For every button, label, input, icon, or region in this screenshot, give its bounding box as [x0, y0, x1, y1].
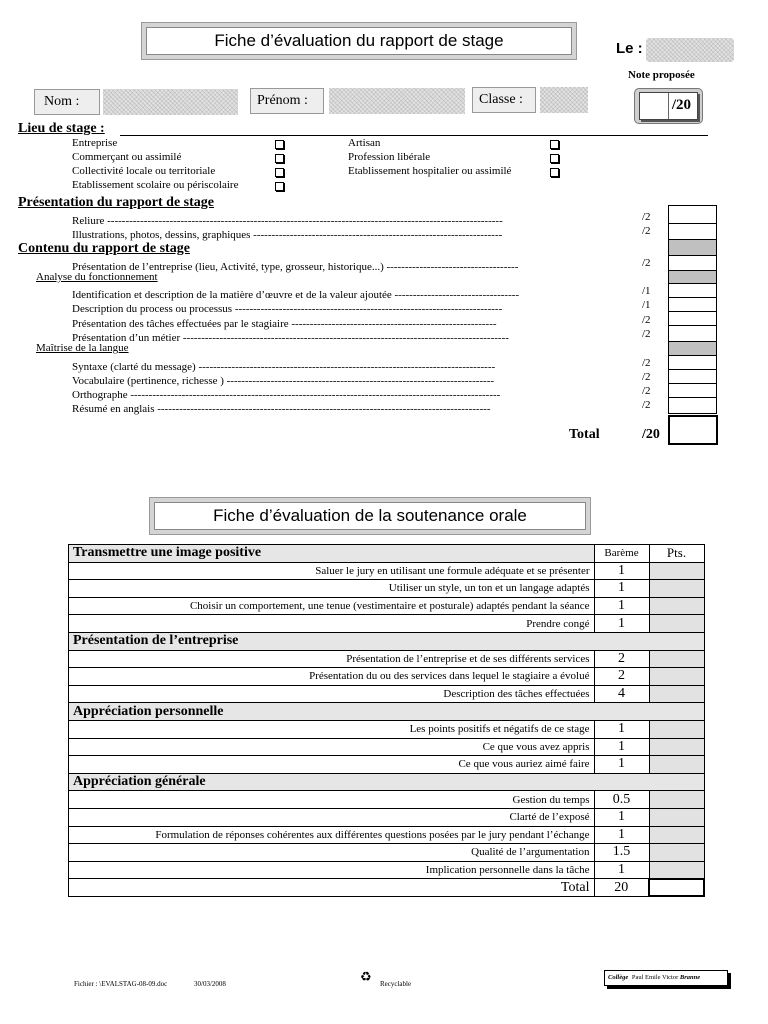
date-field	[612, 38, 734, 62]
bareme-value: 2	[594, 668, 649, 686]
report-title-banner	[141, 22, 577, 60]
lieu-option-label: Entreprise	[72, 137, 118, 149]
score-box-taches[interactable]	[668, 311, 717, 326]
checkbox-profession-liberale[interactable]	[550, 154, 559, 163]
points-cell[interactable]	[649, 597, 704, 615]
criterion-score: /2	[642, 357, 651, 369]
criterion-label: Résumé en anglais -------------------------------------------------------------------------------------------	[72, 403, 491, 415]
oral-total-value: 20	[594, 879, 649, 897]
bareme-header: Barème	[594, 545, 649, 563]
points-cell[interactable]	[649, 791, 704, 809]
criterion-label: Formulation de réponses cohérentes aux différentes questions posées par le jury pendant l’échange	[69, 826, 595, 844]
prenom-field	[250, 88, 468, 114]
criterion-label: Gestion du temps	[69, 791, 595, 809]
college-label: Collège	[608, 974, 629, 981]
points-cell[interactable]	[649, 720, 704, 738]
score-box-vocabulaire[interactable]	[668, 369, 717, 384]
section-title: Présentation de l’entreprise	[69, 632, 705, 650]
criterion-score: /2	[642, 225, 651, 237]
criterion-score: /2	[642, 399, 651, 411]
criterion-label: Identification et description de la matière d’œuvre et de la valeur ajoutée ----------------------------------	[72, 289, 520, 301]
score-box-illustrations[interactable]	[668, 223, 717, 240]
points-cell[interactable]	[649, 738, 704, 756]
score-box-presentation-entreprise[interactable]	[668, 255, 717, 271]
criterion-label: Description des tâches effectuées	[69, 685, 595, 703]
checkbox-artisan[interactable]	[550, 140, 559, 149]
bareme-value: 1	[594, 861, 649, 879]
bareme-value: 0.5	[594, 791, 649, 809]
note-value: /20	[671, 97, 691, 113]
criterion-label: Présentation de l’entreprise (lieu, Activité, type, grosseur, historique...) ------------------------------------	[72, 261, 519, 273]
lieu-option-label: Collectivité locale ou territoriale	[72, 165, 216, 177]
score-box-reliure[interactable]	[668, 205, 717, 224]
date-input[interactable]	[646, 38, 734, 62]
points-cell[interactable]	[649, 861, 704, 879]
bareme-value: 1	[594, 580, 649, 598]
points-cell[interactable]	[649, 826, 704, 844]
points-cell[interactable]	[649, 650, 704, 668]
subsection-title: Analyse du fonctionnement	[36, 271, 158, 283]
score-box-syntaxe[interactable]	[668, 355, 717, 370]
points-cell[interactable]	[649, 615, 704, 633]
score-box-resume-anglais[interactable]	[668, 397, 717, 414]
bareme-value: 1	[594, 562, 649, 580]
checkbox-commercant[interactable]	[275, 154, 284, 163]
checkbox-collectivite[interactable]	[275, 168, 284, 177]
criterion-label: Clarté de l’exposé	[69, 808, 595, 826]
checkbox-entreprise[interactable]	[275, 140, 284, 149]
report-total-score: /20	[642, 427, 660, 442]
classe-field	[472, 87, 590, 113]
criterion-label: Qualité de l’argumentation	[69, 844, 595, 862]
contenu-title: Contenu du rapport de stage	[18, 241, 190, 256]
bareme-value: 1	[594, 808, 649, 826]
bareme-value: 4	[594, 685, 649, 703]
points-cell[interactable]	[649, 844, 704, 862]
points-cell[interactable]	[649, 808, 704, 826]
recycle-icon: ♻	[360, 969, 372, 984]
oral-total-label: Total	[69, 879, 595, 897]
lieu-option-label: Etablissement scolaire ou périscolaire	[72, 179, 239, 191]
footer-date: 30/03/2008	[194, 980, 226, 988]
college-stamp	[604, 970, 728, 986]
lieu-underline	[120, 135, 708, 136]
nom-label: Nom :	[44, 94, 80, 109]
lieu-option-label: Etablissement hospitalier ou assimilé	[348, 165, 512, 177]
criterion-label: Présentation de l’entreprise et de ses différents services	[69, 650, 595, 668]
points-cell[interactable]	[649, 685, 704, 703]
section-title: Appréciation personnelle	[69, 703, 705, 721]
prenom-label: Prénom :	[257, 93, 308, 108]
criterion-score: /1	[642, 299, 651, 311]
recycle-label: Recyclable	[380, 980, 412, 988]
bareme-value: 1	[594, 615, 649, 633]
oral-total-box[interactable]	[649, 879, 704, 897]
oral-title-banner	[149, 497, 591, 535]
criterion-score: /2	[642, 328, 651, 340]
score-box-header	[668, 239, 717, 256]
footer-file: Fichier : \EVALSTAG-08-09.doc	[74, 980, 168, 988]
score-box-metier[interactable]	[668, 325, 717, 342]
note-box[interactable]	[634, 88, 703, 124]
criterion-score: /2	[642, 385, 651, 397]
college-name: Paul Emile Victor	[631, 974, 679, 981]
oral-evaluation-table	[68, 544, 705, 897]
points-cell[interactable]	[649, 562, 704, 580]
lieu-option-label: Profession libérale	[348, 151, 431, 163]
score-box-identification[interactable]	[668, 283, 717, 298]
bareme-value: 1.5	[594, 844, 649, 862]
section-title: Appréciation générale	[69, 773, 705, 791]
bareme-value: 1	[594, 826, 649, 844]
section-title: Transmettre une image positive	[69, 545, 595, 563]
bareme-value: 2	[594, 650, 649, 668]
lieu-option-label: Artisan	[348, 137, 381, 149]
report-title: Fiche d’évaluation du rapport de stage	[214, 31, 504, 50]
criterion-label: Saluer le jury en utilisant une formule adéquate et se présenter	[69, 562, 595, 580]
criterion-label: Illustrations, photos, dessins, graphiques --------------------------------------------------------------------	[72, 229, 503, 241]
points-cell[interactable]	[649, 756, 704, 774]
presentation-title: Présentation du rapport de stage	[18, 195, 214, 210]
lieu-title: Lieu de stage :	[18, 121, 105, 136]
pts-header: Pts.	[649, 545, 704, 563]
criterion-score: /2	[642, 314, 651, 326]
note-label: Note proposée	[628, 69, 695, 81]
criterion-label: Ce que vous auriez aimé faire	[69, 756, 595, 774]
bareme-value: 1	[594, 756, 649, 774]
criterion-label: Présentation des tâches effectuées par le stagiaire --------------------------------------------------------	[72, 318, 497, 330]
criterion-label: Utiliser un style, un ton et un langage adaptés	[69, 580, 595, 598]
report-total-box[interactable]	[668, 415, 718, 445]
criterion-score: /1	[642, 285, 651, 297]
criterion-label: Ce que vous avez appris	[69, 738, 595, 756]
score-box-orthographe[interactable]	[668, 383, 717, 398]
criterion-label: Syntaxe (clarté du message) ---------------------------------------------------------------------------------	[72, 361, 496, 373]
lieu-option-label: Commerçant ou assimilé	[72, 151, 182, 163]
criterion-score: /2	[642, 211, 651, 223]
criterion-label: Choisir un comportement, une tenue (vestimentaire et posturale) adaptés pendant la séance	[69, 597, 595, 615]
criterion-label: Description du process ou processus -------------------------------------------------------------------------	[72, 303, 503, 315]
nom-field	[34, 89, 238, 115]
criterion-label: Présentation du ou des services dans lequel le stagiaire a évolué	[69, 668, 595, 686]
criterion-score: /2	[642, 371, 651, 383]
bareme-value: 1	[594, 720, 649, 738]
checkbox-etablissement-hospitalier[interactable]	[550, 168, 559, 177]
classe-label: Classe :	[479, 92, 523, 107]
prenom-input[interactable]	[329, 88, 465, 114]
report-total-label: Total	[569, 427, 600, 442]
oral-title: Fiche d’évaluation de la soutenance orale	[213, 506, 527, 525]
subsection-title: Maîtrise de la langue	[36, 342, 129, 354]
criterion-score: /2	[642, 257, 651, 269]
bareme-value: 1	[594, 738, 649, 756]
points-cell[interactable]	[649, 580, 704, 598]
criterion-label: Présentation d’un métier -----------------------------------------------------------------------------------------	[72, 332, 509, 344]
score-box-process[interactable]	[668, 297, 717, 312]
criterion-label: Les points positifs et négatifs de ce stage	[69, 720, 595, 738]
college-city: Branne	[679, 974, 701, 981]
score-box-header	[668, 341, 717, 356]
classe-input[interactable]	[540, 87, 588, 113]
nom-input[interactable]	[103, 89, 238, 115]
criterion-label: Implication personnelle dans la tâche	[69, 861, 595, 879]
points-cell[interactable]	[649, 668, 704, 686]
criterion-label: Reliure ------------------------------------------------------------------------------------------------------------	[72, 215, 503, 227]
date-label: Le :	[616, 40, 643, 57]
checkbox-etablissement-scolaire[interactable]	[275, 182, 284, 191]
score-box-header	[668, 270, 717, 284]
bareme-value: 1	[594, 597, 649, 615]
criterion-label: Vocabulaire (pertinence, richesse ) -------------------------------------------------------------------------	[72, 375, 495, 387]
criterion-label: Prendre congé	[69, 615, 595, 633]
criterion-label: Orthographe -----------------------------------------------------------------------------------------------------	[72, 389, 501, 401]
